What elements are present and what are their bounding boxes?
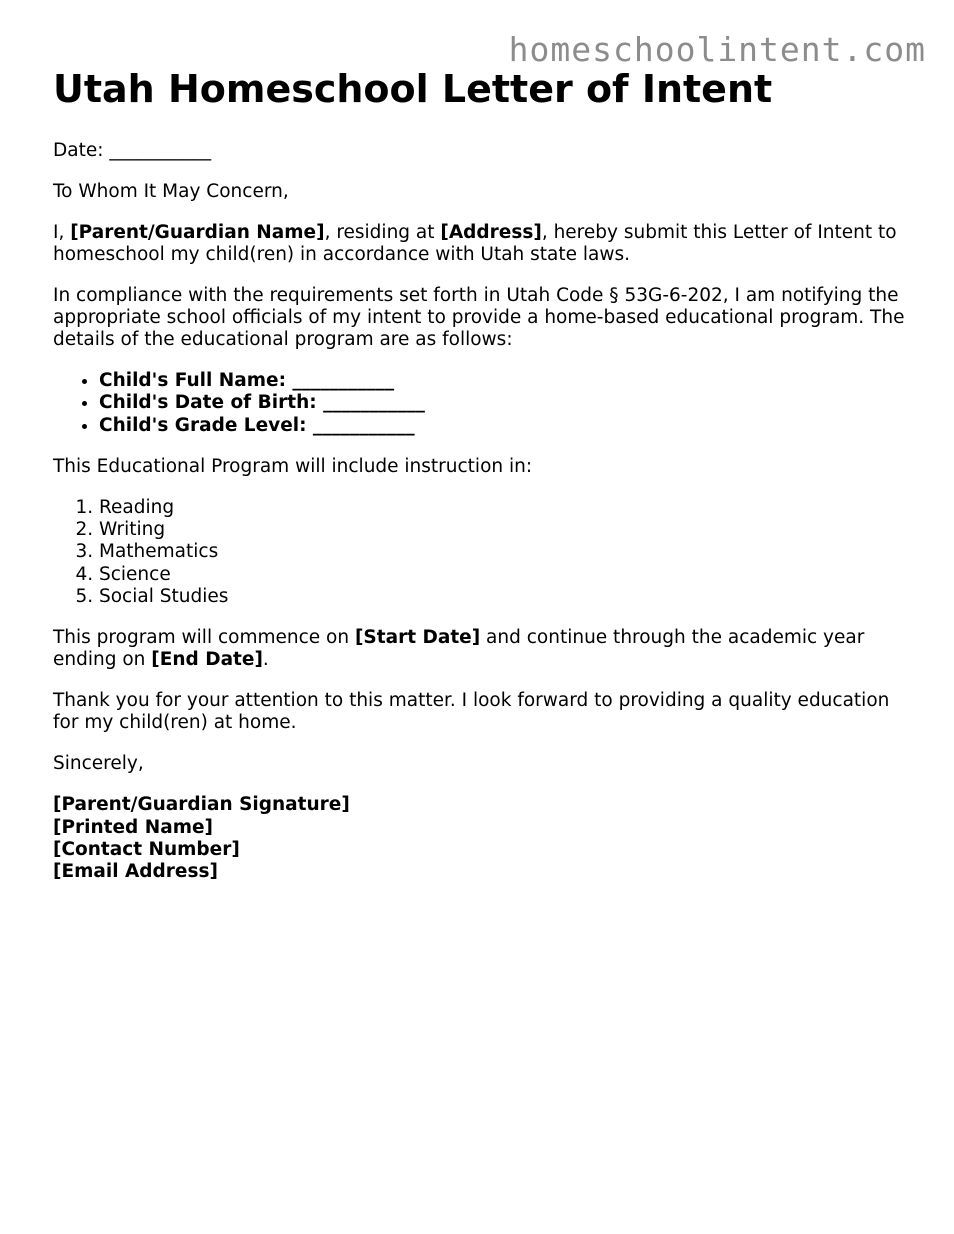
contact-number-placeholder: [Contact Number] xyxy=(53,838,240,860)
commence-text-1: This program will commence on xyxy=(53,627,355,649)
intro-text-2: , residing at xyxy=(324,222,441,243)
list-item: • Child's Full Name: ___________ xyxy=(99,370,913,392)
instruction-intro: This Educational Program will include instruction in: xyxy=(53,455,533,477)
thanks-paragraph: Thank you for your attention to this matter. I look forward to providing a quality education for my child(ren) at home. xyxy=(53,690,890,734)
date-line: Date: ___________ xyxy=(53,140,212,161)
intro-paragraph xyxy=(53,222,913,266)
commence-text-2: and continue through the academic year ending on xyxy=(53,627,865,671)
salutation: To Whom It May Concern, xyxy=(53,181,289,202)
commence-text-3: . xyxy=(262,649,269,671)
list-item: • Child's Date of Birth: ___________ xyxy=(99,392,913,414)
start-date-placeholder: [Start Date] xyxy=(354,627,481,649)
closing: Sincerely, xyxy=(53,753,144,775)
email-placeholder: [Email Address] xyxy=(53,861,218,883)
letter-page xyxy=(53,66,913,884)
commence-paragraph xyxy=(53,627,913,671)
list-item: 4. Science xyxy=(99,564,913,586)
list-item: 3. Mathematics xyxy=(99,541,913,563)
address-placeholder: [Address] xyxy=(440,222,542,243)
watermark: homeschoolintent.com xyxy=(508,30,926,69)
printed-name-placeholder: [Printed Name] xyxy=(53,816,213,838)
list-item: 1. Reading xyxy=(99,497,913,519)
list-item: • Child's Grade Level: ___________ xyxy=(99,415,913,437)
intro-text-1: I, xyxy=(53,222,71,243)
list-item: 2. Writing xyxy=(99,519,913,541)
intro-text-3: , hereby submit this Letter of Intent to homeschool my child(ren) in accordance with Utah state laws. xyxy=(53,222,897,265)
parent-name-placeholder: [Parent/Guardian Name] xyxy=(70,222,325,243)
signature-placeholder: [Parent/Guardian Signature] xyxy=(53,794,350,816)
compliance-paragraph: In compliance with the requirements set forth in Utah Code § 53G-6-202, I am notifying the appropriate school officials of my intent to provide a home-based educational program. The details of the educational program are as follows: xyxy=(53,285,905,350)
page-title: Utah Homeschool Letter of Intent xyxy=(53,67,773,111)
child-details-list xyxy=(53,370,913,437)
subjects-list xyxy=(53,497,913,608)
end-date-placeholder: [End Date] xyxy=(151,649,263,671)
list-item: 5. Social Studies xyxy=(99,586,913,608)
signature-block xyxy=(53,794,913,883)
